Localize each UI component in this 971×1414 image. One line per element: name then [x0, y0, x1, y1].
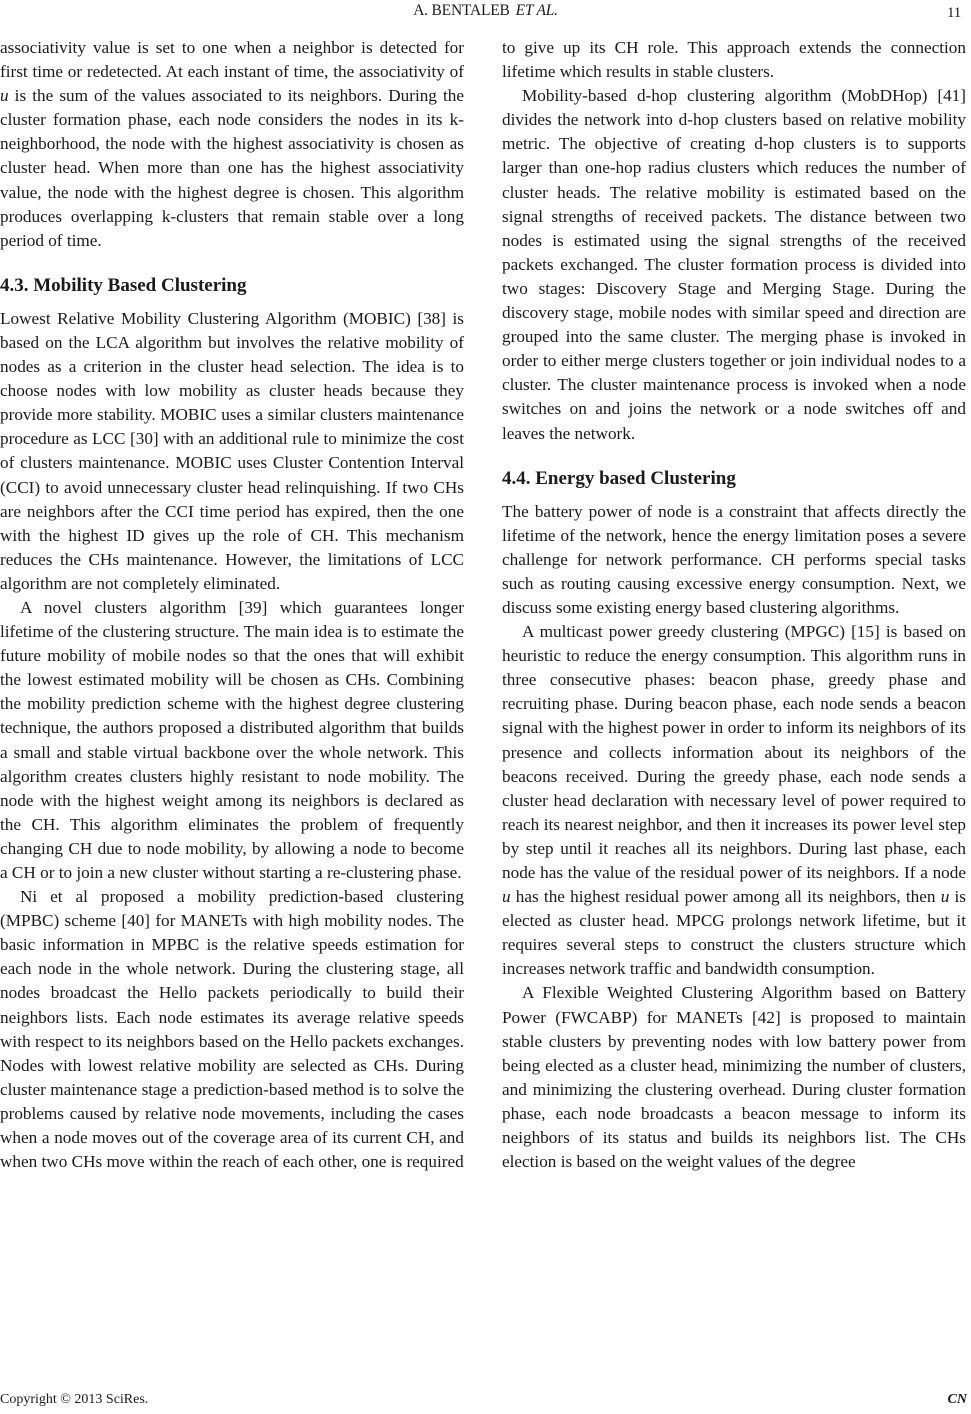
variable-u: u	[0, 86, 9, 106]
paragraph-battery-power: The battery power of node is a constraint that affects directly the lifetime of the network, hence the energy limitation poses a severe challenge for network performance. CH performs special tasks such as routing causing excessive energy consumption. Next, we discuss some existing energy based clustering algorithms.	[502, 501, 966, 617]
journal-abbreviation: CN	[947, 1392, 967, 1407]
page-number: 11	[946, 5, 961, 21]
text-run: has the highest residual power among all its neighbors, then	[510, 887, 941, 907]
text-run: associativity value is set to one when a neighbor is detected for first time or redetected. At each instant of time, the associativity of	[0, 38, 464, 82]
running-title	[0, 2, 971, 20]
text-run: is elected as cluster head. MPCG prolongs network lifetime, but it requires several steps to construct the clusters structure which increases network traffic and bandwidth consumption.	[502, 887, 966, 979]
paragraph-mobdhop: Mobility-based d-hop clustering algorithm (MobDHop) [41] divides the network into d-hop clusters based on relative mobility metric. The objective of creating d-hop clusters is to supports larger than one-hop radius clusters which reduces the number of cluster heads. The relative mobility is estimated based on the signal strengths of received packets. The distance between two nodes is estimated using the signal strengths of the received packets exchanged. The cluster formation process is divided into two stages: Discovery Stage and Merging Stage. During the discovery stage, mobile nodes with similar speed and direction are grouped into the same cluster. The merging phase is invoked in order to either merge clusters together or join individual nodes to a cluster. The cluster maintenance process is invoked when a node switches on and joins the network or a node switches off and leaves the network.	[502, 86, 966, 443]
variable-u: u	[940, 887, 950, 907]
copyright-notice: Copyright © 2013 SciRes.	[0, 1392, 149, 1407]
paragraph-ch-role: to give up its CH role. This approach extends the connection lifetime which results in stable clusters.	[502, 38, 966, 82]
paragraph-mpbc: Ni et al proposed a mobility prediction-based clustering (MPBC) scheme [40] for MANETs with high mobility nodes. The basic information in MPBC is the relative speeds estimation for each node in the whole network. During the clustering stage, all nodes broadcast the Hello packets periodically to build their neighbors lists. Each node estimates its average relative speeds with respect to its neighbors based on the Hello packets exchanges. Nodes with lowest relative mobility are selected as CHs. During cluster maintenance stage a prediction-based method is to solve the problems caused by relative node movements, including the cases when a node moves out of the coverage area of its current CH, and when two CHs move within the reach of each other, one is required	[0, 887, 464, 1172]
paragraph-mpgc	[502, 620, 966, 981]
running-author: A. BENTALEB	[413, 2, 510, 19]
running-header	[0, 2, 971, 24]
paragraph-mobic: Lowest Relative Mobility Clustering Algorithm (MOBIC) [38] is based on the LCA algorithm but involves the relative mobility of nodes as a criterion in the cluster head selection. The idea is to choose nodes with low mobility as cluster heads because they provide more stability. MOBIC uses a similar clusters maintenance procedure as LCC [30] with an additional rule to minimize the cost of clusters maintenance. MOBIC uses Cluster Contention Interval (CCI) to avoid unnecessary cluster head relinquishing. If two CHs are neighbors after the CCI time period has expired, then the one with the highest ID gives up the role of CH. This mechanism reduces the CHs maintenance. However, the limitations of LCC algorithm are not completely eliminated.	[0, 308, 464, 593]
left-column	[0, 36, 464, 1174]
variable-u: u	[502, 887, 511, 907]
right-column	[502, 36, 966, 1174]
paragraph-novel-clusters: A novel clusters algorithm [39] which guarantees longer lifetime of the clustering structure. The main idea is to estimate the future mobility of mobile nodes so that the ones that will exhibit the lowest estimated mobility will be chosen as CHs. Combining the mobility prediction scheme with the highest degree clustering technique, the authors proposed a distributed algorithm that builds a small and stable virtual backbone over the whole network. This algorithm creates clusters highly resistant to node mobility. The node with the highest weight among its neighbors is declared as the CH. This algorithm eliminates the problem of frequently changing CH due to node mobility, by allowing a node to become a CH or to join a new cluster without starting a re-clustering phase.	[0, 597, 464, 882]
section-heading-4-3: 4.3. Mobility Based Clustering	[0, 274, 247, 296]
page-footer	[0, 1392, 971, 1410]
paragraph-associativity	[0, 36, 464, 253]
section-heading-4-4: 4.4. Energy based Clustering	[502, 467, 736, 489]
running-etal: ET AL.	[515, 2, 558, 19]
text-run: is the sum of the values associated to its neighbors. During the cluster formation phase, each node considers the nodes in its k-neighborhood, the node with the highest associativity is chosen as cluster head. When more than one has the highest associativity value, the node with the highest degree is chosen. This algorithm produces overlapping k-clusters that remain stable over a long period of time.	[0, 86, 464, 250]
paragraph-fwcabp: A Flexible Weighted Clustering Algorithm based on Battery Power (FWCABP) for MANETs [42] is proposed to maintain stable clusters by preventing nodes with low battery power from being elected as a cluster head, minimizing the number of clusters, and minimizing the clustering overhead. During cluster formation phase, each node broadcasts a beacon message to inform its neighbors of its status and builds its neighbors list. The CHs election is based on the weight values of the degree	[502, 983, 966, 1172]
text-run: A multicast power greedy clustering (MPGC) [15] is based on heuristic to reduce the energy consumption. This algorithm runs in three consecutive phases: beacon phase, greedy phase and recruiting phase. During beacon phase, each node sends a beacon signal with the highest power in order to inform its neighbors of its presence and collects information about its neighbors of the beacons received. During the greedy phase, each node sends a cluster head declaration with necessary level of power required to reach its nearest neighbor, and then it increases its power level step by step until it reaches all its neighbors. During last phase, each node has the value of the residual power of its neighbors. If a node	[502, 622, 966, 882]
